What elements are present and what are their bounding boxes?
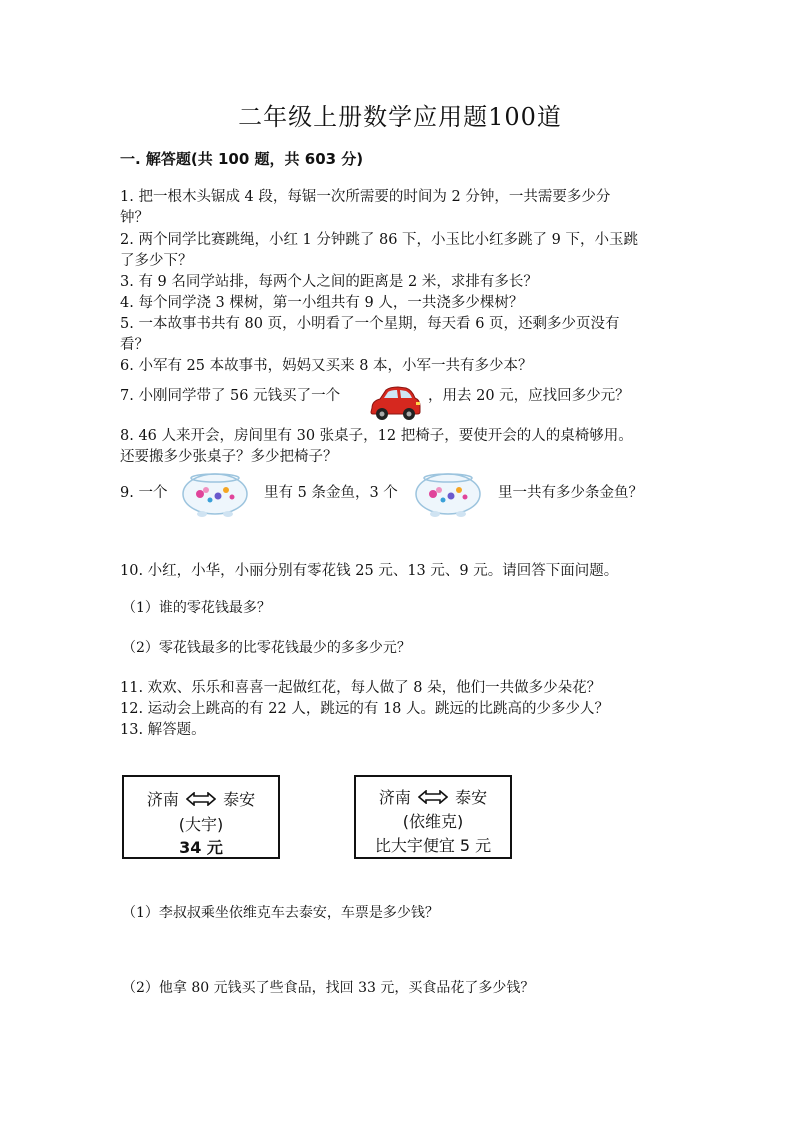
fishbowl-icon — [413, 470, 483, 520]
question-11: 11. 欢欢、乐乐和喜喜一起做红花，每人做了 8 朵，他们一共做多少朵花？ — [120, 680, 602, 696]
ticket-from: 济南 — [146, 790, 179, 809]
question-10: 10. 小红，小华，小丽分别有零花钱 25 元、13 元、9 元。请回答下面问题。 — [120, 563, 619, 579]
ticket-from: 济南 — [378, 788, 411, 807]
question-9-part-1: 9. 一个 — [120, 485, 168, 501]
question-5-line-1: 5. 一本故事书共有 80 页，小明看了一个星期，每天看 6 页，还剩多少页没有 — [120, 316, 620, 332]
question-10-sub-1: （1）谁的零花钱最多？ — [122, 600, 271, 616]
question-4: 4. 每个同学浇 3 棵树，第一小组共有 9 人，一共浇多少棵树？ — [120, 295, 524, 311]
question-10-sub-2: （2）零花钱最多的比零花钱最少的多多少元？ — [122, 640, 411, 656]
ticket-daewoo — [122, 775, 280, 859]
question-1-line-1: 1. 把一根木头锯成 4 段，每锯一次所需要的时间为 2 分钟，一共需要多少分 — [120, 189, 611, 205]
ticket-route — [124, 787, 278, 810]
double-arrow-icon — [418, 789, 448, 808]
question-13-sub-2: （2）他拿 80 元钱买了些食品，找回 33 元，买食品花了多少钱？ — [122, 980, 535, 996]
question-9-part-2: 里有 5 条金鱼，3 个 — [264, 485, 398, 501]
ticket-price: 34 元 — [179, 838, 223, 857]
question-2-line-2: 了多少下？ — [120, 253, 193, 269]
red-car-icon — [368, 384, 422, 422]
question-2-line-1: 2. 两个同学比赛跳绳，小红 1 分钟跳了 86 下，小玉比小红多跳了 9 下，小玉跳 — [120, 232, 638, 248]
ticket-route — [356, 785, 510, 808]
fishbowl-icon — [180, 470, 250, 520]
page-title: 二年级上册数学应用题100道 — [238, 103, 562, 131]
question-8-line-2: 还要搬多少张桌子？多少把椅子？ — [120, 449, 338, 465]
ticket-to: 泰安 — [223, 790, 256, 809]
section-heading: 一. 解答题(共 100 题，共 603 分) — [120, 150, 364, 168]
question-1-line-2: 钟？ — [120, 210, 149, 226]
question-8-line-1: 8. 46 人来开会，房间里有 30 张桌子，12 把椅子，要使开会的人的桌椅够用。 — [120, 428, 633, 444]
question-3: 3. 有 9 名同学站排，每两个人之间的距离是 2 米，求排有多长？ — [120, 274, 538, 290]
ticket-price: 比大宇便宜 5 元 — [374, 836, 492, 855]
ticket-type: (大宇) — [178, 815, 224, 834]
ticket-type: (依维克) — [402, 812, 464, 831]
question-12: 12. 运动会上跳高的有 22 人，跳远的有 18 人。跳远的比跳高的少多少人？ — [120, 701, 610, 717]
ticket-to: 泰安 — [455, 788, 488, 807]
question-13: 13. 解答题。 — [120, 722, 206, 738]
question-7-part-1: 7. 小刚同学带了 56 元钱买了一个 — [120, 388, 341, 404]
question-13-sub-1: （1）李叔叔乘坐依维克车去泰安，车票是多少钱？ — [122, 905, 439, 921]
question-9-part-3: 里一共有多少条金鱼？ — [498, 485, 643, 501]
question-5-line-2: 看？ — [120, 337, 149, 353]
double-arrow-icon — [186, 791, 216, 810]
question-7-part-2: ，用去 20 元，应找回多少元？ — [428, 388, 630, 404]
ticket-iveco — [354, 775, 512, 859]
question-6: 6. 小军有 25 本故事书，妈妈又买来 8 本，小军一共有多少本？ — [120, 358, 533, 374]
